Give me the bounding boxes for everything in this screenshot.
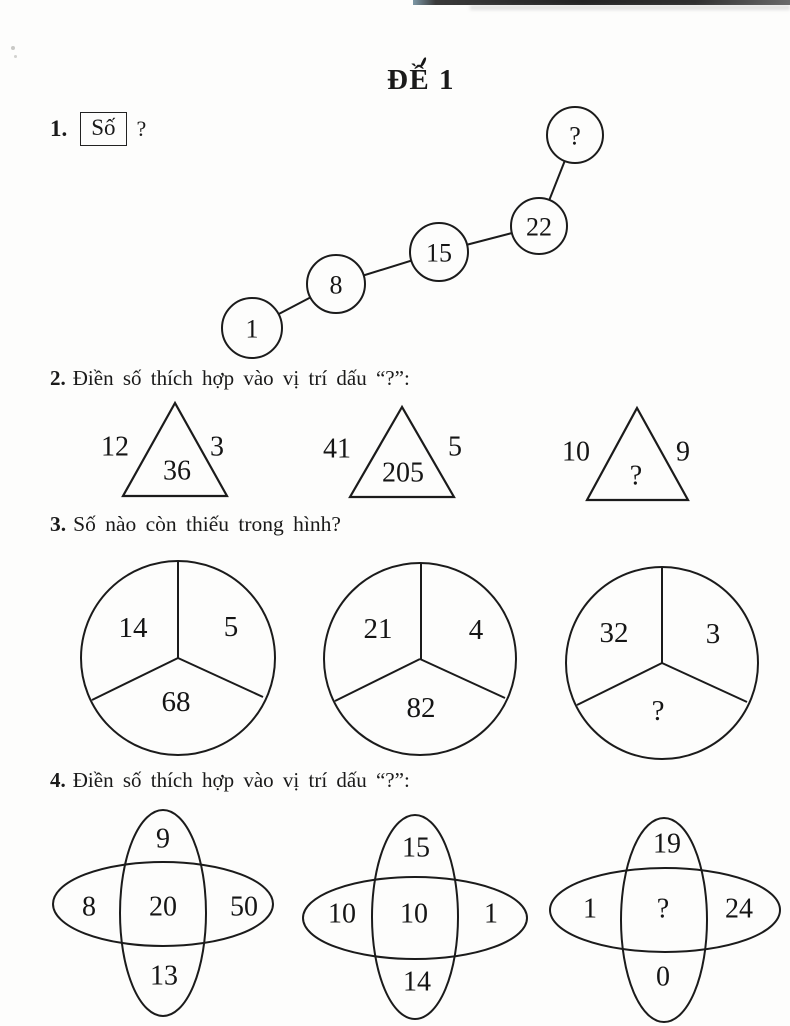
sector-right-label: 5 xyxy=(223,611,239,643)
divided-circle-puzzle xyxy=(566,567,758,759)
circle-divider-line xyxy=(178,658,263,697)
chain-node-label: 8 xyxy=(329,270,343,300)
question-2-prompt: Điền số thích hợp vào vị trí dấu “?”: xyxy=(72,366,410,390)
triangle-puzzle xyxy=(101,403,227,496)
page-title: ĐỀ 1 xyxy=(386,64,456,96)
q1-chain-figure xyxy=(222,107,603,358)
divided-circle-puzzle xyxy=(81,561,275,755)
sector-right-label: 3 xyxy=(705,618,721,650)
cross-left-label: 8 xyxy=(82,891,96,923)
divided-circle-puzzle xyxy=(324,563,516,755)
cross-center-label: ? xyxy=(656,893,670,925)
cross-left-label: 10 xyxy=(328,898,356,930)
cross-ellipse-puzzle xyxy=(303,815,527,1019)
q3-circles-figure xyxy=(81,561,758,759)
q4-crosses-figure xyxy=(53,810,780,1022)
cross-bottom-label: 13 xyxy=(150,960,178,992)
question-2-number: 2. xyxy=(50,366,66,390)
chain-node xyxy=(410,223,468,281)
triangle-left-label: 12 xyxy=(101,431,129,463)
chain-node xyxy=(511,198,567,254)
cross-ellipse-puzzle xyxy=(53,810,273,1016)
question-1-number: 1. xyxy=(50,116,68,141)
question-1-question-mark: ? xyxy=(136,116,147,141)
cross-center-label: 20 xyxy=(149,891,177,923)
triangle-right-label: 3 xyxy=(210,431,224,463)
chain-node xyxy=(307,255,365,313)
chain-node-label: 1 xyxy=(245,314,259,344)
triangle-puzzle xyxy=(323,407,462,497)
cross-bottom-label: 14 xyxy=(403,966,431,998)
cross-left-label: 1 xyxy=(583,893,597,925)
triangle-inside-label: 36 xyxy=(163,455,191,487)
question-4-prompt: Điền số thích hợp vào vị trí dấu “?”: xyxy=(72,768,410,792)
sector-left-label: 21 xyxy=(363,613,393,645)
chain-node xyxy=(547,107,603,163)
sector-bottom-label: 68 xyxy=(161,686,191,718)
triangle-right-label: 9 xyxy=(676,436,690,468)
cross-top-label: 9 xyxy=(156,823,170,855)
sector-bottom-label: ? xyxy=(651,695,665,727)
triangle-left-label: 10 xyxy=(562,436,590,468)
question-1-boxed-word: Số xyxy=(80,112,126,146)
cross-top-label: 19 xyxy=(653,828,681,860)
chain-node-label: 15 xyxy=(426,238,452,268)
cross-top-label: 15 xyxy=(402,832,430,864)
circle-divider-line xyxy=(662,663,747,702)
chain-node xyxy=(222,298,282,358)
sector-left-label: 32 xyxy=(599,617,629,649)
circle-divider-line xyxy=(577,663,662,705)
triangle-left-label: 41 xyxy=(323,433,351,465)
triangle-inside-label: 205 xyxy=(382,457,424,489)
question-3-number: 3. xyxy=(50,512,67,536)
chain-node-label: ? xyxy=(569,121,581,151)
question-3-prompt: Số nào còn thiếu trong hình? xyxy=(73,512,341,536)
cross-center-label: 10 xyxy=(400,898,428,930)
chain-node-label: 22 xyxy=(526,212,552,242)
cross-right-label: 24 xyxy=(725,893,753,925)
cross-bottom-label: 0 xyxy=(656,961,670,993)
cross-right-label: 50 xyxy=(230,891,258,923)
sector-bottom-label: 82 xyxy=(406,692,436,724)
triangle-right-label: 5 xyxy=(448,431,462,463)
triangle-puzzle xyxy=(562,408,690,500)
cross-ellipse-puzzle xyxy=(550,818,780,1022)
question-4-number: 4. xyxy=(50,768,66,792)
cross-right-label: 1 xyxy=(484,898,498,930)
sector-left-label: 14 xyxy=(118,612,148,644)
sector-right-label: 4 xyxy=(468,614,484,646)
q2-triangles-figure xyxy=(101,403,690,500)
triangle-inside-label: ? xyxy=(629,460,643,492)
